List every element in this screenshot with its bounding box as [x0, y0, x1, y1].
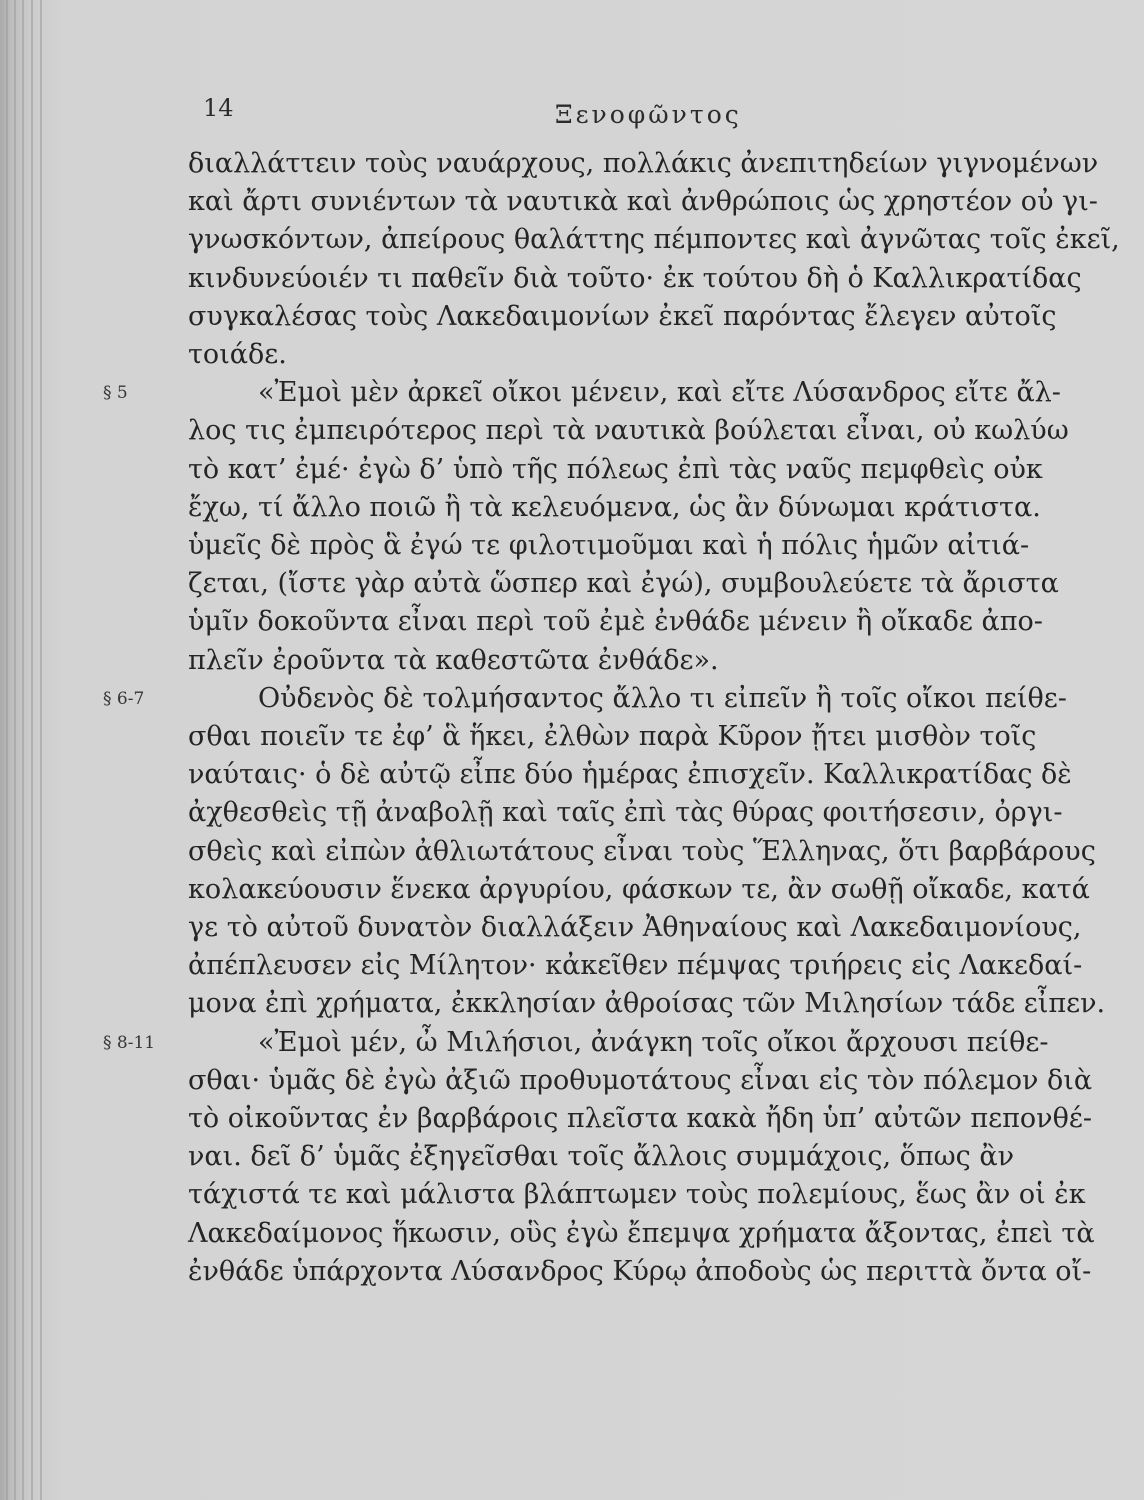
line-text: λος τις ἐμπειρότερος περὶ τὰ ναυτικὰ βούλεται εἶναι, οὐ κωλύω: [188, 415, 1069, 447]
text-line: [0, 183, 1144, 221]
line-text: ἐνθάδε ὑπάρχοντα Λύσανδρος Κύρῳ ἀποδοὺς ὡς περιττὰ ὄντα οἴ-: [188, 1255, 1092, 1287]
running-title: Ξενοφῶντος: [555, 100, 742, 129]
line-text: ναύταις· ὁ δὲ αὐτῷ εἶπε δύο ἡμέρας ἐπισχεῖν. Καλλικρατίδας δὲ: [188, 759, 1072, 791]
text-line: [0, 947, 1144, 985]
text-line: [0, 260, 1144, 298]
line-text: σθαι· ὑμᾶς δὲ ἐγὼ ἀξιῶ προθυμοτάτους εἶναι εἰς τὸν πόλεμον διὰ: [188, 1064, 1093, 1096]
text-line: [0, 145, 1144, 183]
text-line: [0, 1138, 1144, 1176]
section-marker: § 6-7: [103, 688, 145, 709]
text-line: [0, 298, 1144, 336]
text-line: [0, 833, 1144, 871]
text-line: [0, 336, 1144, 374]
text-line: [0, 1024, 1144, 1062]
text-line: [0, 680, 1144, 718]
text-line: [0, 718, 1144, 756]
line-text: ναι. δεῖ δ’ ὑμᾶς ἐξηγεῖσθαι τοῖς ἄλλοις συμμάχοις, ὅπως ἂν: [188, 1141, 1014, 1173]
section-marker: § 8-11: [103, 1032, 156, 1053]
line-text: ὑμεῖς δὲ πρὸς ἃ ἐγώ τε φιλοτιμοῦμαι καὶ ἡ πόλις ἡμῶν αἰτιά-: [188, 530, 1030, 561]
text-line: [0, 221, 1144, 259]
line-text: ἀχθεσθεὶς τῇ ἀναβολῇ καὶ ταῖς ἐπὶ τὰς θύρας φοιτήσεσιν, ὀργι-: [188, 797, 1063, 829]
text-line: [0, 909, 1144, 947]
line-text: τὸ κατ’ ἐμέ· ἐγὼ δ’ ὑπὸ τῆς πόλεως ἐπὶ τὰς ναῦς πεμφθεὶς οὐκ: [188, 453, 1043, 485]
line-text: πλεῖν ἐροῦντα τὰ καθεστῶτα ἐνθάδε».: [188, 644, 719, 676]
text-line: [0, 412, 1144, 450]
line-text: σθαι ποιεῖν τε ἐφ’ ἃ ἥκει, ἐλθὼν παρὰ Κῦρον ᾔτει μισθὸν τοῖς: [188, 721, 1037, 752]
line-text: τὸ οἰκοῦντας ἐν βαρβάροις πλεῖστα κακὰ ἤδη ὑπ’ αὐτῶν πεπονθέ-: [188, 1103, 1092, 1134]
text-line: [0, 756, 1144, 794]
line-text: καὶ ἄρτι συνιέντων τὰ ναυτικὰ καὶ ἀνθρώποις ὡς χρηστέον οὐ γι-: [188, 186, 1098, 218]
text-line: [0, 871, 1144, 909]
line-text: διαλλάττειν τοὺς ναυάρχους, πολλάκις ἀνεπιτηδείων γιγνομένων: [188, 148, 1099, 179]
text-line: [0, 374, 1144, 412]
line-text: ζεται, (ἴστε γὰρ αὐτὰ ὥσπερ καὶ ἐγώ), συμβουλεύετε τὰ ἄριστα: [188, 568, 1059, 600]
section-marker: § 5: [103, 383, 128, 404]
text-line: [0, 642, 1144, 680]
line-text: ἀπέπλευσεν εἰς Μίλητον· κἀκεῖθεν πέμψας τριήρεις εἰς Λακεδαί-: [188, 950, 1083, 982]
line-text: γε τὸ αὐτοῦ δυνατὸν διαλλάξειν Ἀθηναίους καὶ Λακεδαιμονίους,: [188, 912, 1082, 943]
line-text: κινδυνεύοιέν τι παθεῖν διὰ τοῦτο· ἐκ τούτου δὴ ὁ Καλλικρατίδας: [188, 262, 1082, 294]
text-line: [0, 489, 1144, 527]
text-line: [0, 1100, 1144, 1138]
line-text: συγκαλέσας τοὺς Λακεδαιμονίων ἐκεῖ παρόντας ἔλεγεν αὐτοῖς: [188, 300, 1057, 332]
line-text: τοιάδε.: [188, 339, 287, 370]
page-header: [0, 94, 1144, 134]
text-line: [0, 527, 1144, 565]
line-text: γνωσκόντων, ἀπείρους θαλάττης πέμποντες καὶ ἀγνῶτας τοῖς ἐκεῖ,: [188, 224, 1120, 256]
line-text: «Ἐμοὶ μέν, ὦ Μιλήσιοι, ἀνάγκη τοῖς οἴκοι ἄρχουσι πείθε-: [258, 1026, 1049, 1058]
line-text: Οὐδενὸς δὲ τολμήσαντος ἄλλο τι εἰπεῖν ἢ τοῖς οἴκοι πείθε-: [258, 682, 1067, 714]
line-text: τάχιστά τε καὶ μάλιστα βλάπτωμεν τοὺς πολεμίους, ἕως ἂν οἱ ἐκ: [188, 1179, 1086, 1211]
line-text: σθεὶς καὶ εἰπὼν ἀθλιωτάτους εἶναι τοὺς Ἕλληνας, ὅτι βαρβάρους: [188, 835, 1096, 867]
text-line: [0, 1253, 1144, 1291]
line-text: ὑμῖν δοκοῦντα εἶναι περὶ τοῦ ἐμὲ ἐνθάδε μένειν ἢ οἴκαδε ἀπο-: [188, 606, 1043, 638]
line-text: Λακεδαίμονος ἥκωσιν, οὓς ἐγὼ ἔπεμψα χρήματα ἄξοντας, ἐπεὶ τὰ: [188, 1217, 1095, 1249]
line-text: κολακεύουσιν ἕνεκα ἀργυρίου, φάσκων τε, ἂν σωθῇ οἴκαδε, κατά: [188, 873, 1090, 905]
page-number: 14: [203, 94, 234, 122]
line-text: «Ἐμοὶ μὲν ἀρκεῖ οἴκοι μένειν, καὶ εἴτε Λύσανδρος εἴτε ἄλ-: [258, 377, 1061, 409]
text-line: [0, 1062, 1144, 1100]
text-line: [0, 1176, 1144, 1214]
line-text: ἔχω, τί ἄλλο ποιῶ ἢ τὰ κελευόμενα, ὡς ἂν δύνωμαι κράτιστα.: [188, 491, 1041, 523]
text-line: [0, 565, 1144, 603]
text-line: [0, 451, 1144, 489]
text-line: [0, 603, 1144, 641]
text-line: [0, 794, 1144, 832]
line-text: μονα ἐπὶ χρήματα, ἐκκλησίαν ἀθροίσας τῶν Μιλησίων τάδε εἶπεν.: [188, 988, 1106, 1020]
text-line: [0, 1215, 1144, 1253]
text-line: [0, 985, 1144, 1023]
